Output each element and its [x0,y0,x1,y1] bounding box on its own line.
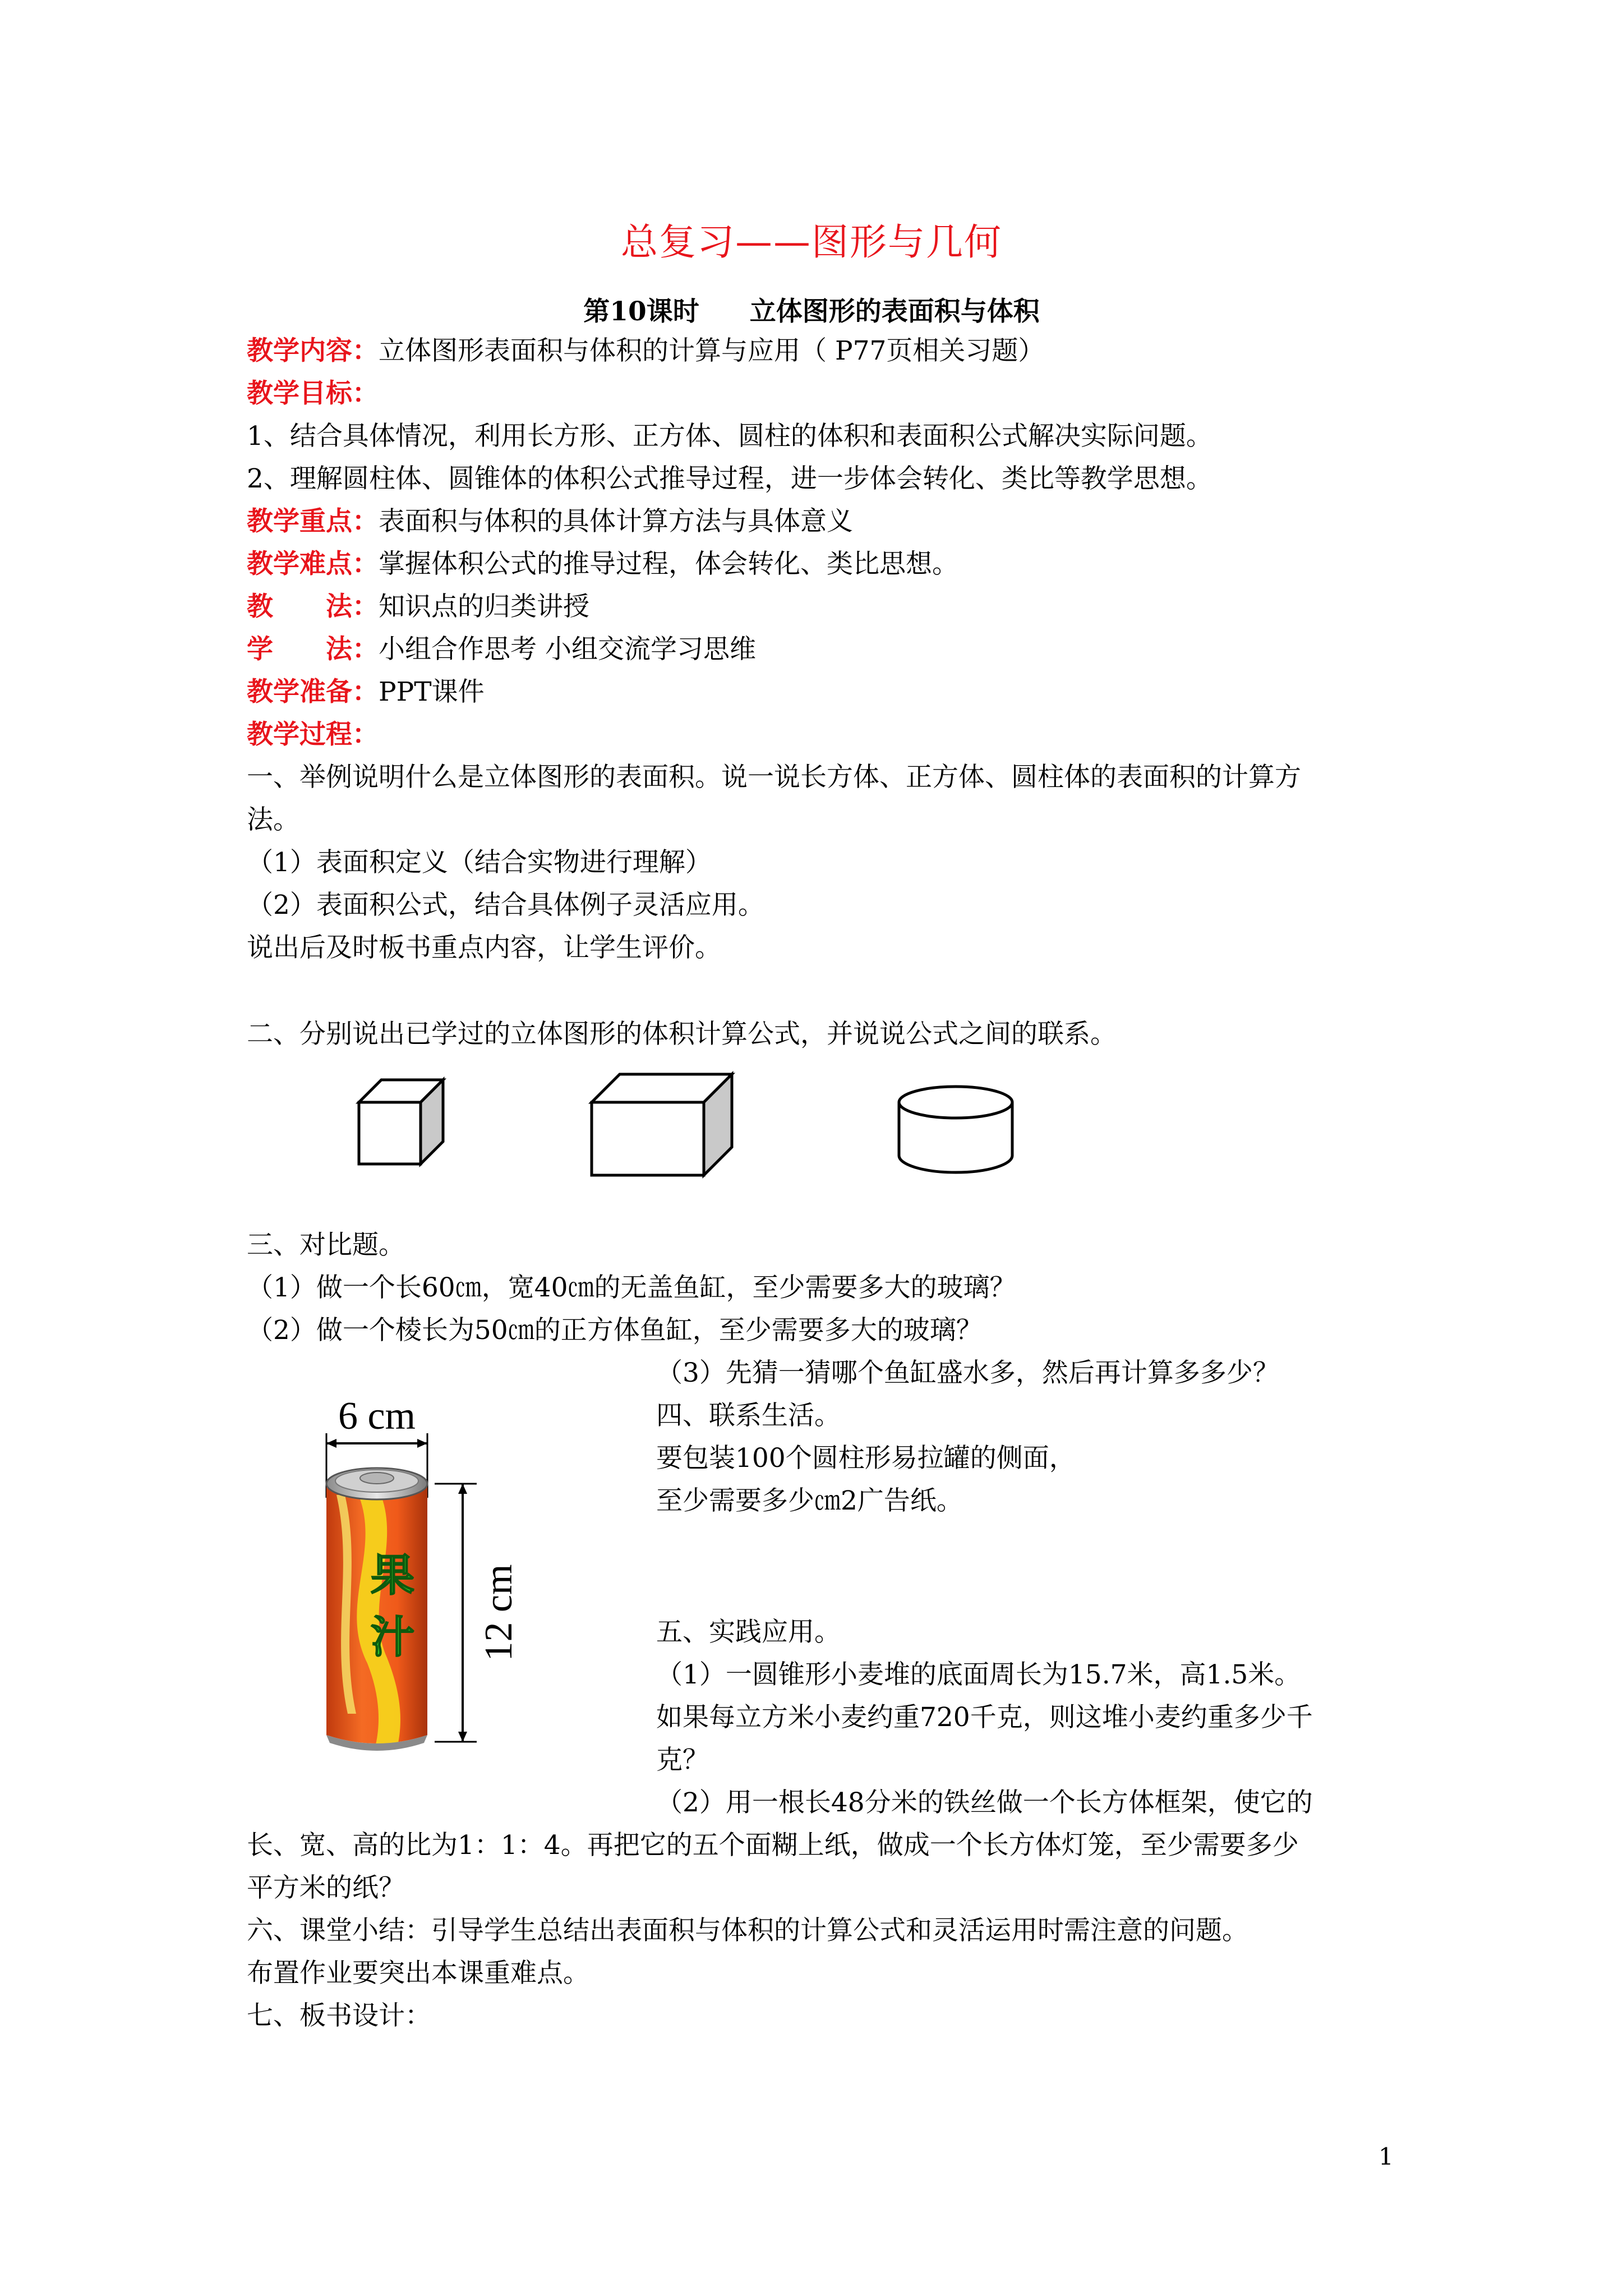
juice-can-figure [314,1395,572,1792]
document-title: 总复习——图形与几何 [621,220,1002,264]
section-5-q2-c: 平方米的纸？ [247,1872,405,1903]
section-5-q1-a: （1）一圆锥形小麦堆的底面周长为15.7米，高1.5米。 [656,1659,1301,1690]
field-process [247,718,379,752]
lesson-number: 第10课时 [583,296,699,327]
section-4: 四、联系生活。 [656,1400,841,1431]
field-text: PPT课件 [379,677,485,707]
field-text: 立体图形表面积与体积的计算与应用（ P77页相关习题） [379,335,1045,366]
field-label: 教学目标： [247,378,379,409]
section-5: 五、实践应用。 [656,1617,841,1648]
can-pull-tab [360,1473,394,1484]
section-1-item-a: （1）表面积定义（结合实物进行理解） [247,847,712,878]
page-number: 1 [1378,2143,1394,2170]
width-label: 6 cm [338,1395,416,1438]
field-label: 教 法： [247,591,379,622]
cube-figure [353,1074,454,1175]
cylinder-figure [895,1083,1018,1178]
field-label: 教学内容： [247,335,379,366]
section-7: 七、板书设计： [247,2000,431,2031]
height-label: 12 cm [477,1564,520,1662]
section-6-homework: 布置作业要突出本课重难点。 [247,1958,589,1989]
field-teaching-method [247,590,589,624]
cuboid-figure [586,1069,737,1181]
field-label: 教学过程： [247,719,379,750]
lesson-subtitle [0,291,1623,328]
section-3-q3: （3）先猜一猜哪个鱼缸盛水多，然后再计算多多少？ [656,1358,1279,1388]
section-1-item-b: （2）表面积公式，结合具体例子灵活应用。 [247,890,764,921]
can-brand-char-1: 果 [370,1550,415,1601]
section-4-line-a: 要包装100个圆柱形易拉罐的侧面， [656,1443,1076,1474]
field-text: 知识点的归类讲授 [379,591,589,622]
section-3-q1: （1）做一个长60㎝，宽40㎝的无盖鱼缸，至少需要多大的玻璃？ [247,1272,1016,1303]
field-label: 教学准备： [247,677,379,707]
section-3: 三、对比题。 [247,1230,405,1260]
field-goals [247,377,379,411]
section-5-q2-b: 长、宽、高的比为1：1：4。再把它的五个面糊上纸，做成一个长方体灯笼，至少需要多少 [247,1830,1299,1861]
can-brand-char-2: 汁 [370,1612,415,1663]
field-text: 掌握体积公式的推导过程，体会转化、类比思想。 [379,549,958,579]
section-5-q2-a: （2）用一根长48分米的铁丝做一个长方体框架，使它的 [656,1787,1313,1818]
goal-item: 1、结合具体情况，利用长方形、正方体、圆柱的体积和表面积公式解决实际问题。 [247,421,1212,452]
field-text: 小组合作思考 小组交流学习思维 [379,634,756,665]
section-1-line-2: 法。 [247,804,299,835]
section-2: 二、分别说出已学过的立体图形的体积计算公式，并说说公式之间的联系。 [247,1019,1117,1050]
section-1-line-1: 一、举例说明什么是立体图形的表面积。说一说长方体、正方体、圆柱体的表面积的计算方 [247,762,1301,793]
section-5-q1-b: 如果每立方米小麦约重720千克，则这堆小麦约重多少千 [656,1702,1313,1733]
section-1-note: 说出后及时板书重点内容，让学生评价。 [247,932,721,963]
field-label: 学 法： [247,634,379,665]
section-3-q2: （2）做一个棱长为50㎝的正方体鱼缸，至少需要多大的玻璃？ [247,1315,983,1346]
section-6: 六、课堂小结：引导学生总结出表面积与体积的计算公式和灵活运用时需注意的问题。 [247,1915,1248,1946]
field-text: 表面积与体积的具体计算方法与具体意义 [379,506,853,537]
field-content [247,334,1044,368]
field-preparation [247,675,485,709]
lesson-topic: 立体图形的表面积与体积 [749,296,1040,327]
field-focus [247,505,853,539]
field-label: 教学重点： [247,506,379,537]
section-5-q1-c: 克？ [656,1745,709,1775]
field-learning-method [247,633,756,666]
section-4-line-b: 至少需要多少㎝2广告纸。 [656,1485,963,1516]
field-label: 教学难点： [247,549,379,579]
field-difficulty [247,547,958,581]
goal-item: 2、理解圆柱体、圆锥体的体积公式推导过程，进一步体会转化、类比等教学思想。 [247,463,1212,494]
